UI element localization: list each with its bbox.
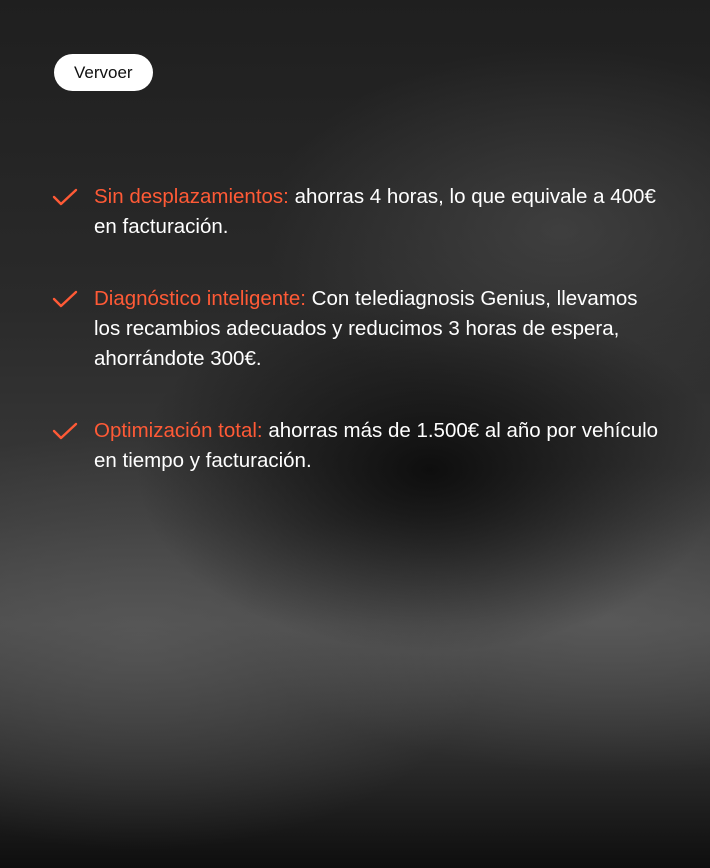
feature-highlight: Diagnóstico inteligente: bbox=[94, 287, 306, 310]
feature-highlight: Sin desplazamientos: bbox=[94, 185, 289, 208]
check-icon bbox=[52, 421, 78, 441]
feature-text: Con telediagnosis Genius, llevamos los recambios adecuados y reducimos 3 horas de espera, ahorrándote 300€. bbox=[94, 287, 638, 370]
feature-list bbox=[52, 182, 662, 518]
feature-item-travel bbox=[52, 182, 662, 242]
category-tag: Vervoer bbox=[54, 54, 153, 91]
feature-highlight: Optimización total: bbox=[94, 419, 263, 442]
feature-item-diagnosis bbox=[52, 284, 662, 374]
feature-text: ahorras más de 1.500€ al año por vehículo en tiempo y facturación. bbox=[94, 419, 659, 472]
feature-text: ahorras 4 horas, lo que equivale a 400€ en facturación. bbox=[94, 185, 656, 238]
check-icon bbox=[52, 187, 78, 207]
check-icon bbox=[52, 289, 78, 309]
feature-item-optimization bbox=[52, 416, 662, 476]
